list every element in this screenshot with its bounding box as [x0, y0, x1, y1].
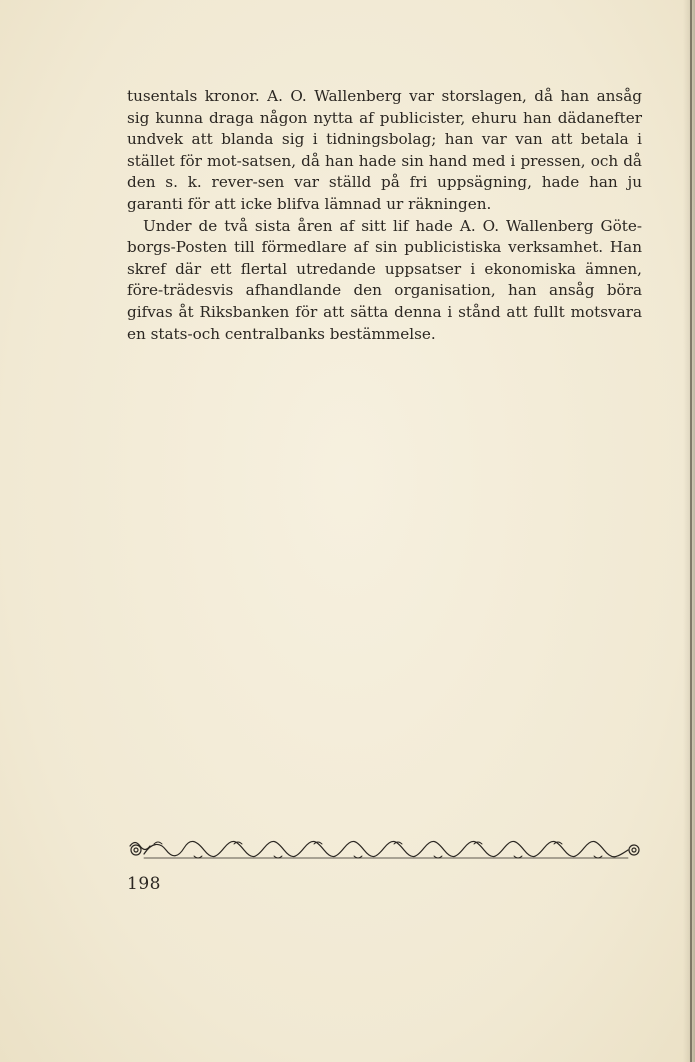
page-edge-line: [690, 0, 692, 1062]
decorative-scroll-border-icon: [126, 836, 646, 866]
page-edge-shadow: [683, 0, 695, 1062]
page-number: 198: [127, 874, 161, 894]
paragraph-1: tusentals kronor. A. O. Wallenberg var storslagen, då han ansåg sig kunna draga någon nytta af publicister, ehuru han dädanefter undvek att blanda sig i tidningsbolag; han var van att betala i stället för mot-satsen, då han hade sin hand med i pressen, och då den s. k. rever-sen var ställd på fri uppsägning, hade han ju garanti för att icke blifva lämnad ur räkningen.: [127, 87, 642, 213]
body-text: [127, 86, 642, 345]
paragraph-2: Under de två sista åren af sitt lif hade A. O. Wallenberg Göte-borgs-Posten till förmedlare af sin publicistiska verksamhet. Han skref där ett flertal utredande uppsatser i ekonomiska ämnen, före-trädesvis afhandlande den organisation, han ansåg böra gifvas åt Riksbanken för att sätta denna i stånd att fullt motsvara en stats-och centralbanks bestämmelse.: [127, 216, 642, 343]
